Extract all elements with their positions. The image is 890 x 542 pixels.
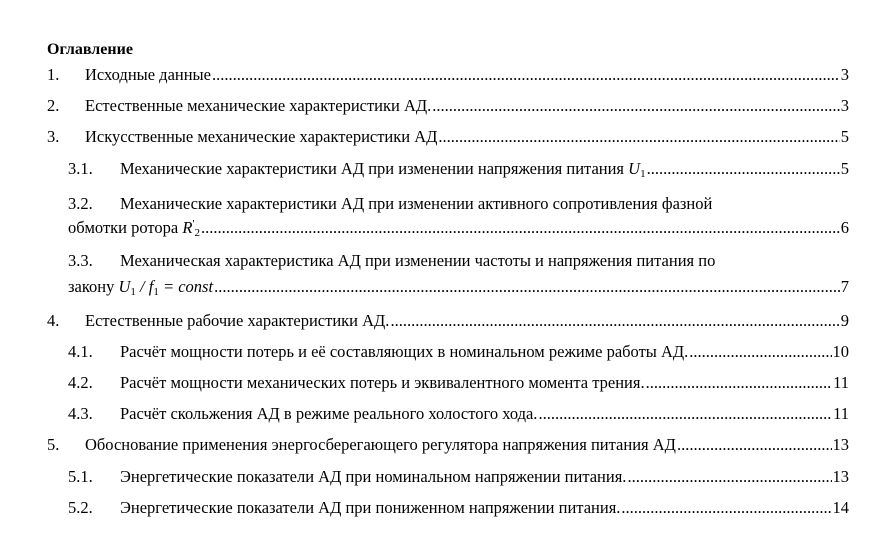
- toc-entry-text: Обоснование применения энергосберегающего регулятора напряжения питания АД: [85, 435, 676, 454]
- toc-leader-dots: [390, 311, 839, 331]
- toc-entry-page: 7: [840, 277, 849, 296]
- toc-entry-number: 3.: [47, 127, 60, 146]
- toc-entry-4[interactable]: [47, 311, 849, 331]
- toc-entry-text: Исходные данные: [85, 65, 211, 84]
- toc-leader-dots: [212, 65, 840, 85]
- toc-entry-3-1[interactable]: [68, 159, 849, 179]
- toc-leader-dots: [438, 127, 839, 147]
- toc-entry-page: 13: [832, 435, 849, 454]
- toc-entry-text: Расчёт скольжения АД в режиме реального холостого хода.: [120, 404, 538, 423]
- formula-symbol: U: [628, 159, 641, 178]
- formula-symbol: R: [182, 218, 193, 237]
- formula-operator: =: [158, 277, 179, 296]
- toc-entry-number: 3.2.: [68, 194, 93, 213]
- toc-leader-dots: [627, 467, 831, 487]
- toc-entry-3-3[interactable]: [68, 251, 849, 271]
- toc-entry-1[interactable]: [47, 65, 849, 85]
- toc-entry-page: 5: [840, 127, 849, 146]
- toc-entry-text: [68, 277, 213, 297]
- toc-entry-page: 3: [840, 96, 849, 115]
- toc-entry-5[interactable]: [47, 435, 849, 455]
- toc-entry-text: Естественные рабочие характеристики АД.: [85, 311, 390, 330]
- toc-leader-dots: [689, 342, 831, 362]
- formula-subscript: 1: [130, 286, 136, 298]
- toc-entry-number: 3.1.: [68, 159, 93, 178]
- toc-entry-text: Механические характеристики АД при изменении активного сопротивления фазной: [120, 194, 713, 213]
- toc-entry-text: Энергетические показатели АД при пониженном напряжении питания.: [120, 498, 621, 517]
- toc-entry-number: 1.: [47, 65, 60, 84]
- toc-entry-4-2[interactable]: [68, 373, 849, 393]
- toc-entry-4-3[interactable]: [68, 404, 849, 424]
- toc-entry-2[interactable]: [47, 96, 849, 116]
- toc-entry-number: 3.3.: [68, 251, 93, 270]
- toc-entry-3[interactable]: [47, 127, 849, 147]
- formula-symbol: f: [148, 277, 154, 296]
- toc-entry-text: Расчёт мощности потерь и её составляющих в номинальном режиме работы АД.: [120, 342, 689, 361]
- toc-entry-text-main: Механические характеристики АД при изменении напряжения питания: [120, 159, 625, 178]
- toc-entry-page: 5: [840, 159, 849, 178]
- toc-entry-number: 5.: [47, 435, 60, 454]
- toc-entry-5-2[interactable]: [68, 498, 849, 518]
- toc-entry-number: 4.: [47, 311, 60, 330]
- toc-entry-text: Искусственные механические характеристики АД: [85, 127, 438, 146]
- toc-entry-4-1[interactable]: [68, 342, 849, 362]
- toc-entry-text: Естественные механические характеристики АД.: [85, 96, 432, 115]
- toc-entry-number: 4.1.: [68, 342, 93, 361]
- toc-entry-text: [68, 218, 200, 238]
- toc-leader-dots: [677, 435, 832, 455]
- toc-entry-page: 9: [840, 311, 849, 330]
- toc-entry-page: 6: [840, 218, 849, 237]
- toc-entry-number: 4.2.: [68, 373, 93, 392]
- toc-leader-dots: [647, 159, 840, 179]
- formula-operator: /: [135, 277, 149, 296]
- formula-symbol: const: [178, 277, 214, 296]
- toc-entry-page: 14: [832, 498, 849, 517]
- formula-r2-prime: [182, 218, 200, 237]
- toc-entry-text: Механическая характеристика АД при изменении частоты и напряжения питания по: [120, 251, 716, 270]
- formula-u1-f1-const: [118, 277, 213, 296]
- toc-entry-number: 2.: [47, 96, 60, 115]
- toc-leader-dots: [538, 404, 832, 424]
- toc-entry-text: Расчёт мощности механических потерь и эквивалентного момента трения.: [120, 373, 645, 392]
- toc-entry-page: 13: [832, 467, 849, 486]
- toc-entry-3-3-cont[interactable]: [68, 277, 849, 297]
- formula-u1: [628, 159, 645, 178]
- toc-leader-dots: [432, 96, 839, 116]
- toc-entry-text-cont: закону: [68, 277, 115, 296]
- toc-leader-dots: [646, 373, 833, 393]
- toc-title: Оглавление: [47, 41, 133, 58]
- formula-subscript: 1: [153, 286, 159, 298]
- toc-entry-5-1[interactable]: [68, 467, 849, 487]
- formula-symbol: U: [118, 277, 131, 296]
- toc-entry-text-cont: обмотки ротора: [68, 218, 179, 237]
- toc-entry-3-2[interactable]: [68, 194, 849, 214]
- formula-subscript: 2: [194, 227, 200, 239]
- toc-entry-text: [120, 159, 646, 179]
- toc-entry-number: 5.1.: [68, 467, 93, 486]
- toc-entry-page: 10: [832, 342, 849, 361]
- toc-entry-3-2-cont[interactable]: [68, 218, 849, 238]
- toc-leader-dots: [621, 498, 831, 518]
- toc-entry-text: Энергетические показатели АД при номинальном напряжении питания.: [120, 467, 627, 486]
- toc-entry-number: 5.2.: [68, 498, 93, 517]
- toc-leader-dots: [214, 277, 840, 297]
- toc-entry-page: 11: [833, 404, 849, 423]
- toc-leader-dots: [201, 218, 840, 238]
- toc-entry-number: 4.3.: [68, 404, 93, 423]
- formula-superscript: ': [192, 218, 195, 230]
- toc-entry-page: 11: [833, 373, 849, 392]
- toc-entry-page: 3: [840, 65, 849, 84]
- formula-subscript: 1: [640, 168, 646, 180]
